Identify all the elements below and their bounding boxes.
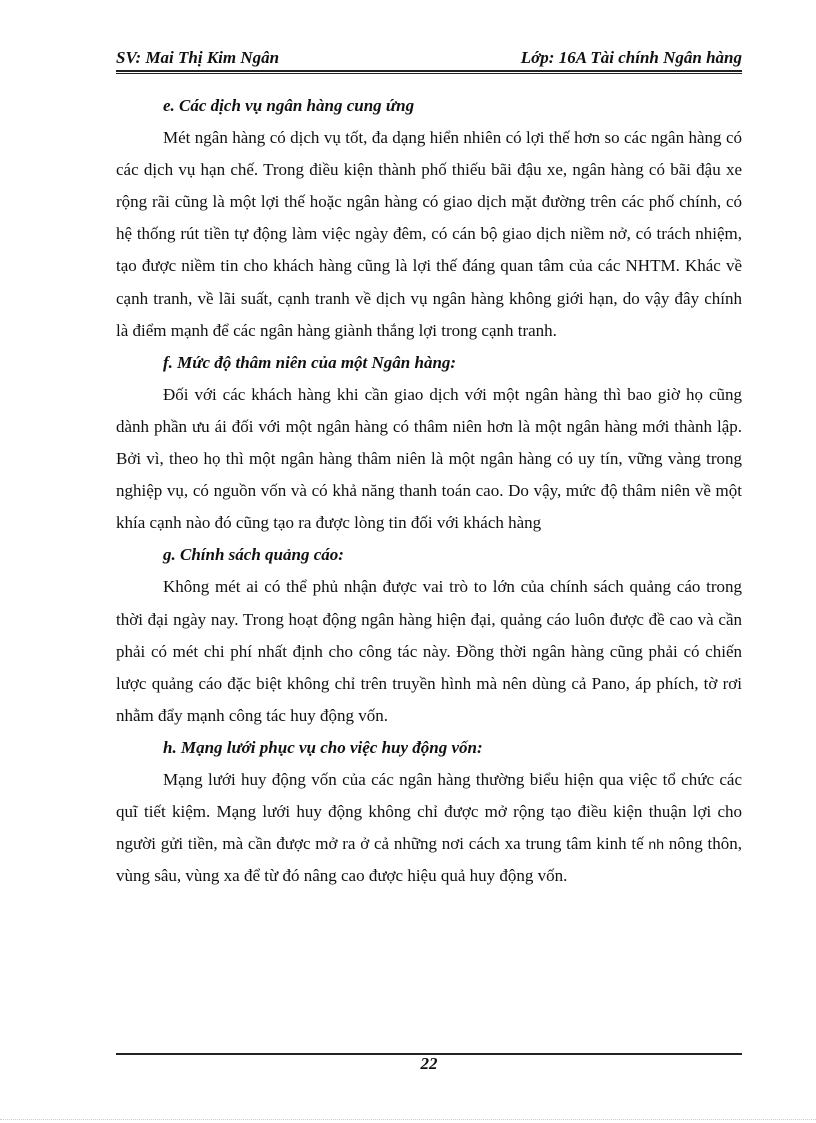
section-heading-g: g. Chính sách quảng cáo:	[163, 545, 344, 565]
header-rule-thin	[116, 73, 742, 74]
page-number: 22	[420, 1054, 438, 1073]
paragraph-h-part1: Mạng lưới huy động vốn của các ngân hàng thường biểu hiện qua việc tổ chức các quĩ tiết kiệm. Mạng lưới huy động không chỉ được mở rộng tạo điều kiện thuận lợi cho người gửi tiền, mà cần được mở ra ở cả những nơi cách xa trung tâm kinh tế	[116, 769, 742, 854]
section-heading-h: h. Mạng lưới phục vụ cho việc huy động vốn:	[163, 737, 483, 757]
header-rule	[116, 70, 742, 72]
header-student: SV: Mai Thị Kim Ngân	[116, 48, 280, 67]
section-heading-e: e. Các dịch vụ ngân hàng cung ứng	[163, 96, 415, 115]
header-class: Lớp: 16A Tài chính Ngân hàng	[520, 48, 742, 67]
page-content	[116, 90, 742, 892]
paragraph-e: Mét ngân hàng có dịch vụ tốt, đa dạng hiển nhiên có lợi thế hơn so các ngân hàng có các dịch vụ hạn chế. Trong điều kiện thành phố thiếu bãi đậu xe, ngân hàng có bãi đậu xe rộng rãi cũng là một lợi thế hoặc ngân hàng có giao dịch mặt đường trên các phố chính, có hệ thống rút tiền tự động làm việc ngày đêm, có cán bộ giao dịch niềm nở, có trách nhiệm, tạo được niềm tin cho khách hàng cũng là lợi thế đáng quan tâm của các NHTM. Khác về cạnh tranh, về lãi suất, cạnh tranh về dịch vụ ngân hàng không giới hạn, do vậy đây chính là điểm mạnh để các ngân hàng giành thắng lợi trong cạnh tranh.	[116, 128, 742, 340]
paragraph-h-inline-fragment: nh	[648, 836, 664, 853]
page-edge	[0, 1119, 816, 1120]
page-header	[116, 48, 742, 70]
section-heading-f: f. Mức độ thâm niên của một Ngân hàng:	[163, 352, 457, 372]
paragraph-f: Đối với các khách hàng khi cần giao dịch với một ngân hàng thì bao giờ họ cũng dành phần ưu ái đối với một ngân hàng có thâm niên hơn là một ngân hàng mới thành lập. Bởi vì, theo họ thì một ngân hàng thâm niên là một ngân hàng có uy tín, vững vàng trong nghiệp vụ, có nguồn vốn và có khả năng thanh toán cao. Do vậy, mức độ thâm niên về một khía cạnh nào đó cũng tạo ra được lòng tin đối với khách hàng	[116, 384, 742, 533]
paragraph-g: Không mét ai có thể phủ nhận được vai trò to lớn của chính sách quảng cáo trong thời đại ngày nay. Trong hoạt động ngân hàng hiện đại, quảng cáo luôn được đề cao và cần phải có mét chi phí nhất định cho công tác này. Đồng thời ngân hàng cũng phải có chiến lược quảng cáo đặc biệt không chỉ trên truyền hình mà nên dùng cả Pano, áp phích, tờ rơi nhằm đẩy mạnh công tác huy động vốn.	[116, 577, 742, 725]
paragraph-h	[116, 764, 742, 892]
paragraph-h-part2: nông thôn, vùng sâu, vùng xa để từ đó nâng cao được hiệu quả huy động vốn.	[116, 834, 742, 886]
